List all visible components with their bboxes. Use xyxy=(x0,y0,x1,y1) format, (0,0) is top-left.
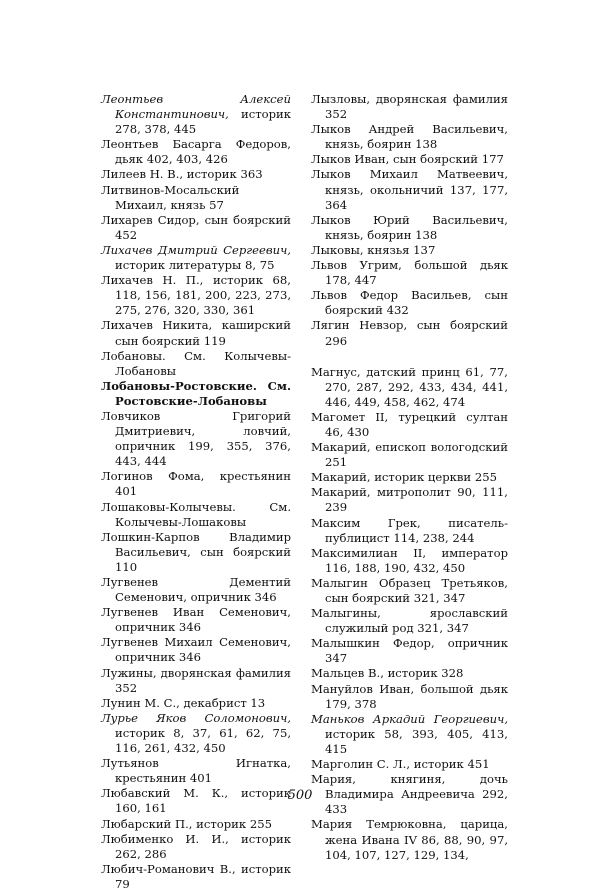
index-entry xyxy=(101,832,291,862)
index-entry-details: историк 58, 393, 405, 413, 415 xyxy=(325,726,508,756)
index-entry-name: Мария, xyxy=(311,772,356,787)
index-entry-details: опричник 346 xyxy=(186,590,277,605)
index-entry-details: опричник 346 xyxy=(115,620,202,635)
index-entry-details: дворянская фамилия 352 xyxy=(325,92,508,122)
page-number: 500 xyxy=(287,788,313,803)
index-entry xyxy=(101,756,291,786)
index-entry-details: каширский сын боярский 119 xyxy=(115,318,291,348)
index-entry-name: Любарский П., xyxy=(101,816,193,831)
index-entry-name: Лошаковы-Колычевы. См. Колычевы-Лошаковы xyxy=(101,499,291,529)
index-entry-details: княгиня, дочь Владимира Андреевича 292, 433 xyxy=(325,772,508,817)
index-entry xyxy=(101,273,291,318)
index-entry-details: сын боярский 110 xyxy=(115,544,291,574)
index-entry-details: большой дьяк 178, 447 xyxy=(325,258,508,288)
index-entry-details: князья 137 xyxy=(363,242,436,257)
index-entry-details: князь, боярин 138 xyxy=(325,227,438,242)
index-entry-details: крестьянин 401 xyxy=(115,469,291,499)
index-entry-details: опричник 347 xyxy=(325,636,508,666)
index-entry-name: Магнус, xyxy=(311,364,361,379)
index-entry-name: Максим Грек, xyxy=(311,515,421,530)
index-entry-name: Маньков Аркадий Георгиевич, xyxy=(311,711,508,726)
index-entry-name: Любавский М. К., xyxy=(101,786,229,801)
index-entry xyxy=(101,167,291,182)
index-entry-details: турецкий султан 46, 430 xyxy=(325,409,508,439)
index-entry xyxy=(311,666,508,681)
index-entry xyxy=(311,817,508,862)
index-entry-name: Лобановы. См. Колычевы-Лобановы xyxy=(101,348,291,378)
index-entry-name: Мария Темрюковна, xyxy=(311,817,447,832)
index-entry xyxy=(311,258,508,288)
index-entry-name: Лыков Юрий Васильевич, xyxy=(311,212,508,227)
index-entry xyxy=(311,410,508,440)
index-entry xyxy=(311,606,508,636)
index-entry xyxy=(101,318,291,348)
index-entry-details: дворянская фамилия 352 xyxy=(115,665,291,695)
index-entry xyxy=(311,288,508,318)
index-entry-name: Лобановы-Ростовские. См. Ростовские-Лобановы xyxy=(101,378,291,408)
index-entry xyxy=(311,122,508,152)
index-entry-name: Лыков Андрей Васильевич, xyxy=(311,122,508,137)
index-entry-name: Лунин М. С., xyxy=(101,695,180,710)
index-entry-details: историк церкви 255 xyxy=(370,470,497,485)
index-entry-details: историк 68, 118, 156, 181, 200, 223, 273, 275, 276, 320, 330, 361 xyxy=(115,273,291,318)
index-entry-details: историк 262, 286 xyxy=(115,831,291,861)
index-entry-name: Лызловы, xyxy=(311,92,371,106)
index-entry xyxy=(311,243,508,258)
index-entry xyxy=(101,349,291,379)
index-entry-name: Львов Федор Васильев, xyxy=(311,288,472,303)
index-entry-details: историк 328 xyxy=(383,666,464,681)
index-entry-details: император 116, 188, 190, 432, 450 xyxy=(325,545,508,575)
index-entry-name: Макарий, xyxy=(311,440,371,455)
index-entry-details: дьяк 402, 403, 426 xyxy=(115,152,228,167)
section-gap xyxy=(311,349,508,365)
index-entry xyxy=(101,243,291,273)
index-entry-name: Лихарев Сидор, xyxy=(101,212,200,227)
index-entry-name: Лутьянов Игнатка, xyxy=(101,756,291,771)
index-entry-name: Малыгины, xyxy=(311,606,381,621)
index-entry xyxy=(311,516,508,546)
index-entry-name: Малышкин Федор, xyxy=(311,636,435,651)
index-entry xyxy=(311,440,508,470)
index-entry-details: сын боярский 452 xyxy=(115,212,291,242)
index-entry-name: Львов Угрим, xyxy=(311,258,402,273)
index-entry-name: Леонтьев Алексей Константинович, xyxy=(101,92,291,122)
index-entry xyxy=(101,530,291,575)
index-entry-details: историк 160, 161 xyxy=(115,786,292,816)
index-entry-name: Лихачев Дмитрий Сергеевич, xyxy=(101,242,291,257)
index-entry-details: ярославский служилый род 321, 347 xyxy=(325,606,508,636)
index-entry-details: историк 363 xyxy=(183,167,263,182)
index-entry xyxy=(311,152,508,167)
index-entry-details: сын боярский 177 xyxy=(389,152,504,167)
index-entry-name: Лужины, xyxy=(101,665,157,680)
index-entry xyxy=(101,605,291,635)
index-entry-details: князь, боярин 138 xyxy=(325,137,438,152)
index-entry xyxy=(311,167,508,212)
index-entry xyxy=(101,500,291,530)
index-column-left xyxy=(101,92,291,892)
index-entry-name: Логинов Фома, xyxy=(101,469,205,484)
index-entry xyxy=(311,470,508,485)
index-entry xyxy=(101,92,291,137)
index-entry xyxy=(311,636,508,666)
index-entry-details: писатель-публицист 114, 238, 244 xyxy=(325,515,509,545)
index-entry-name: Максимилиан II, xyxy=(311,545,427,560)
index-entry xyxy=(101,862,291,892)
index-entry-details: царица, жена Ивана IV 86, 88, 90, 97, 104, 107, 127, 129, 134, xyxy=(325,817,508,862)
index-entry-name: Лугвенев Михаил Семенович, xyxy=(101,635,291,650)
index-entry xyxy=(101,635,291,665)
index-entry-name: Лыков Михаил Матвеевич, xyxy=(311,167,508,182)
index-entry-name: Лурье Яков Соломонович, xyxy=(101,710,291,725)
index-entry-name: Лягин Невзор, xyxy=(311,318,408,333)
index-entry-details: крестьянин 401 xyxy=(115,771,213,786)
index-entry-details: историк 278, 378, 445 xyxy=(115,107,291,137)
index-entry-name: Лугвенев Иван Семенович, xyxy=(101,605,291,620)
index-entry-name: Лошкин-Карпов Владимир Васильевич, xyxy=(101,529,291,559)
index-entry-details: датский принц 61, 77, 270, 287, 292, 433, 434, 441, 446, 449, 458, 462, 474 xyxy=(325,364,508,409)
index-entry-name: Леонтьев Басарга Федоров, xyxy=(101,137,291,152)
index-entry-name: Мальцев В., xyxy=(311,666,384,681)
index-entry xyxy=(311,318,508,348)
index-entry xyxy=(101,575,291,605)
index-entry xyxy=(101,817,291,832)
index-entry xyxy=(311,757,508,772)
index-entry xyxy=(101,711,291,756)
index-entry-details: ловчий, опричник 199, 355, 376, 443, 444 xyxy=(115,424,291,469)
index-entry-details: сын боярский 432 xyxy=(325,288,508,318)
index-entry xyxy=(311,576,508,606)
index-entry xyxy=(101,696,291,711)
index-entry-details: епископ вологодский 251 xyxy=(325,440,508,470)
index-entry xyxy=(311,365,508,410)
index-entry-details: князь, окольничий 137, 177, 364 xyxy=(325,182,508,212)
index-entry xyxy=(101,213,291,243)
index-entry-name: Любич-Романович В., xyxy=(101,861,236,876)
index-entry xyxy=(311,682,508,712)
index-entry xyxy=(101,409,291,469)
index-entry-name: Малыгин Образец Третьяков, xyxy=(311,575,508,590)
index-entry-details: историк 8, 37, 61, 62, 75, 116, 261, 432, 450 xyxy=(115,725,291,756)
index-entry-details: сын боярский 321, 347 xyxy=(325,591,466,605)
index-entry-name: Любименко И. И., xyxy=(101,831,229,846)
index-entry-name: Лихачев Никита, xyxy=(101,318,213,333)
index-entry-details: историк 451 xyxy=(410,757,490,772)
index-entry-details: сын боярский 296 xyxy=(325,318,508,348)
index-entry xyxy=(311,92,508,122)
index-entry xyxy=(311,712,508,757)
index-entry-name: Ловчиков Григорий Дмитриевич, xyxy=(101,408,291,439)
index-entry-name: Лыковы, xyxy=(311,242,364,257)
index-entry xyxy=(101,379,291,409)
index-entry xyxy=(101,137,291,167)
index-entry-details: митрополит 90, 111, 239 xyxy=(325,485,508,515)
index-entry-name: Лихачев Н. П., xyxy=(101,273,204,288)
index-entry xyxy=(101,469,291,499)
index-entry xyxy=(101,183,291,213)
index-entry-name: Лугвенев Дементий Семенович, xyxy=(101,575,291,605)
index-entry-details: историк 255 xyxy=(192,816,272,831)
index-entry xyxy=(311,546,508,576)
index-entry-name: Макарий, xyxy=(311,485,371,500)
index-entry-details: большой дьяк 179, 378 xyxy=(325,681,508,711)
index-entry-name: Мануйлов Иван, xyxy=(311,681,415,696)
index-entry-name: Литвинов-Мосальский Михаил, xyxy=(101,182,240,212)
index-entry-name: Марголин С. Л., xyxy=(311,757,411,772)
index-entry xyxy=(311,485,508,515)
index-entry-details: опричник 346 xyxy=(115,650,202,665)
index-entry xyxy=(101,666,291,696)
index-column-right xyxy=(311,92,508,863)
index-entry xyxy=(311,213,508,243)
index-entry-name: Лилеев Н. В., xyxy=(101,167,184,182)
index-entry-details: историк 79 xyxy=(115,861,291,891)
index-entry-details: декабрист 13 xyxy=(179,695,266,710)
index-entry-name: Магомет II, xyxy=(311,409,389,424)
index-entry-details: историк литературы 8, 75 xyxy=(115,258,275,273)
index-entry-details: князь 57 xyxy=(166,197,224,212)
index-entry-name: Макарий, xyxy=(311,470,371,485)
index-entry-name: Лыков Иван, xyxy=(311,152,390,167)
